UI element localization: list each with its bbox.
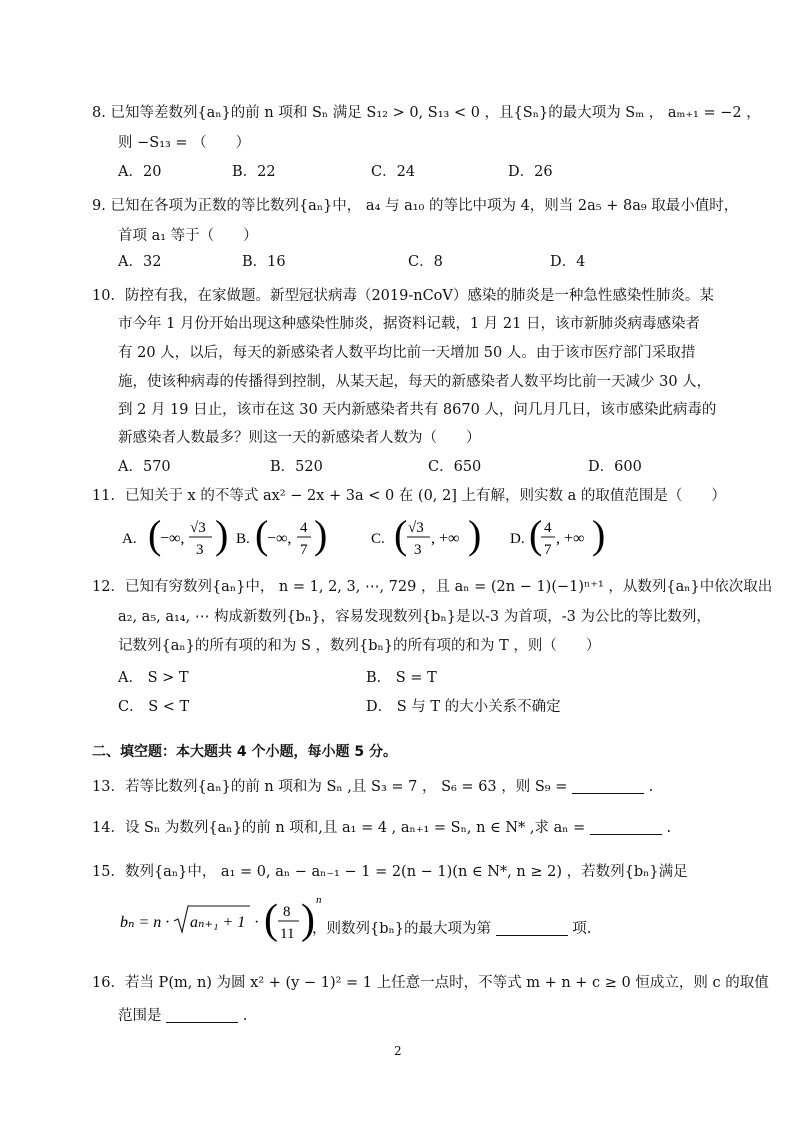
q11-paren-open-b: ( — [255, 512, 269, 557]
q9-option-c: C．8 — [408, 254, 443, 270]
q11-options — [118, 510, 678, 566]
q14-stem — [92, 816, 671, 837]
q15-power: n — [316, 894, 322, 906]
q15-radicand: aₙ₊₁ + 1 — [190, 914, 246, 931]
q11-stem: 11．已知关于 x 的不等式 ax² − 2x + 3a < 0 在 (0, 2] 上有解，则实数 a 的取值范围是（ ） — [92, 488, 726, 504]
q12-stem-line2: a₂, a₅, a₁₄, ⋯ 构成新数列{bₙ}，容易发现数列{bₙ}是以-3 为首项，-3 为公比的等比数列， — [118, 609, 711, 625]
q10-option-b: B．520 — [270, 459, 323, 475]
q10-stem-line6: 新感染者人数最多？则这一天的新感染者人数为（ ） — [118, 430, 481, 446]
q10-stem-line3: 有 20 人，以后，每天的新感染者人数平均比前一天增加 50 人。由于该市医疗部门采取措 — [118, 345, 696, 361]
page-number: 2 — [394, 1044, 402, 1058]
q11-paren-open-d: ( — [529, 512, 543, 557]
q9-option-d: D．4 — [550, 254, 586, 270]
q11-numerator-b: 4 — [300, 520, 308, 536]
q9-option-b: B．16 — [242, 254, 286, 270]
q11-pos-inf-c: , +∞ — [431, 530, 460, 547]
q15-stem-line2 — [312, 917, 591, 938]
q12-stem-line3: 记数列{aₙ}的所有项的和为 S ，数列{bₙ}的所有项的和为 T ，则（ ） — [118, 638, 601, 654]
q8-stem-line1: 8. 已知等差数列{aₙ}的前 n 项和 Sₙ 满足 S₁₂ > 0, S₁₃ < 0 ，且{Sₙ}的最大项为 Sₘ ， aₘ₊₁ = −2 ， — [92, 105, 761, 121]
q14-answer-blank[interactable] — [590, 819, 662, 835]
q15-answer-blank[interactable] — [496, 920, 568, 936]
q13-answer-blank[interactable] — [572, 778, 644, 794]
q16-answer-blank[interactable] — [166, 1007, 238, 1023]
q11-label-d: D. — [510, 531, 525, 547]
q11-denominator-a: 3 — [196, 542, 204, 558]
q11-label-b: B. — [236, 531, 250, 547]
q9-option-a: A．32 — [118, 254, 162, 270]
q11-paren-open-c: ( — [394, 512, 408, 557]
q11-paren-close-a: ) — [215, 512, 229, 557]
q10-stem-line5: 到 2 月 19 日止，该市在这 30 天内新感染者共有 8670 人，问几月几日，该市感染此病毒的 — [118, 402, 717, 418]
q15-dot: · — [254, 914, 260, 931]
q11-label-c: C. — [371, 531, 385, 547]
q15-paren-open: ( — [264, 897, 278, 943]
q15-frac-num: 8 — [283, 904, 291, 920]
q11-label-a: A. — [122, 531, 137, 547]
q15-stem-line1: 15．数列{aₙ}中， a₁ = 0, aₙ − aₙ₋₁ − 1 = 2(n − 1)(n ∈ N*, n ≥ 2) ，若数列{bₙ}满足 — [92, 864, 688, 880]
q11-denominator-d: 7 — [544, 542, 552, 558]
q8-option-a: A．20 — [118, 164, 162, 180]
q10-stem-line1: 10．防控有我，在家做题。新型冠状病毒（2019-nCoV）感染的肺炎是一种急性感染性肺炎。某 — [92, 288, 714, 304]
q11-paren-close-b: ) — [314, 512, 328, 557]
q10-option-c: C．650 — [428, 459, 482, 475]
q16-stem-line2 — [118, 1004, 247, 1025]
q12-option-d: D． S 与 T 的大小关系不确定 — [366, 699, 561, 715]
q11-neg-inf-a: −∞, — [160, 530, 185, 547]
q8-option-b: B．22 — [232, 164, 276, 180]
section-heading: 二、填空题：本大题共 4 个小题，每小题 5 分。 — [92, 744, 397, 760]
q14-text: 14．设 Sₙ 为数列{aₙ}的前 n 项和,且 a₁ = 4 , aₙ₊₁ = Sₙ, n ∈ N* ,求 aₙ = — [92, 820, 586, 836]
q12-option-c: C． S < T — [118, 699, 190, 715]
q16-line2-text: 范围是 — [118, 1008, 162, 1024]
q15-frac-den: 11 — [280, 926, 295, 942]
q10-stem-line2: 市今年 1 月份开始出现这种感染性肺炎，据资料记载，1 月 21 日，该市新肺炎病毒感染者 — [118, 316, 700, 332]
q11-denominator-c: 3 — [414, 542, 422, 558]
q15-line2-text: ，则数列{bₙ}的最大项为第 — [312, 921, 492, 937]
q10-option-a: A．570 — [118, 459, 171, 475]
q10-stem-line4: 施，使该种病毒的传播得到控制，从某天起，每天的新感染者人数平均比前一天减少 30 人， — [118, 374, 712, 390]
q12-stem-line1: 12．已知有穷数列{aₙ}中， n = 1, 2, 3, ⋯, 729 ，且 aₙ = (2n − 1)(−1)ⁿ⁺¹ ，从数列{aₙ}中依次取出 — [92, 579, 773, 595]
q16-stem-line1: 16．若当 P(m, n) 为圆 x² + (y − 1)² = 1 上任意一点时，不等式 m + n + c ≥ 0 恒成立，则 c 的取值 — [92, 975, 769, 991]
q11-pos-inf-d: , +∞ — [556, 530, 585, 547]
q11-sqrt3-a: √3 — [190, 520, 206, 536]
q11-paren-open-a: ( — [148, 512, 162, 557]
q10-option-d: D．600 — [588, 459, 642, 475]
q13-period: . — [648, 779, 654, 795]
q9-stem-line2: 首项 a₁ 等于（ ） — [118, 228, 258, 244]
q11-paren-close-d: ) — [592, 512, 606, 557]
q11-denominator-b: 7 — [300, 542, 308, 558]
q11-neg-inf-b: −∞, — [267, 530, 292, 547]
q11-numerator-d: 4 — [544, 520, 552, 536]
q12-option-a: A． S > T — [118, 670, 189, 686]
q12-option-b: B． S = T — [366, 670, 437, 686]
q15-line2-end: 项. — [572, 921, 592, 937]
q13-text: 13．若等比数列{aₙ}的前 n 项和为 Sₙ ,且 S₃ = 7 ， S₆ = 63 ，则 S₉ = — [92, 779, 568, 795]
q15-bn-prefix: bₙ = n · — [120, 914, 170, 931]
q8-stem-line2: 则 −S₁₃ = （ ） — [118, 135, 251, 151]
q11-sqrt3-c: √3 — [408, 520, 424, 536]
q16-period: . — [242, 1008, 248, 1024]
q8-option-c: C．24 — [371, 164, 416, 180]
q13-stem — [92, 775, 653, 796]
q9-stem-line1: 9. 已知在各项为正数的等比数列{aₙ}中， a₄ 与 a₁₀ 的等比中项为 4，则当 2a₅ + 8a₉ 取最小值时， — [92, 198, 739, 214]
q14-period: . — [666, 820, 672, 836]
q15-paren-close: ) — [301, 897, 315, 943]
q11-paren-close-c: ) — [468, 512, 482, 557]
q8-option-d: D．26 — [508, 164, 553, 180]
